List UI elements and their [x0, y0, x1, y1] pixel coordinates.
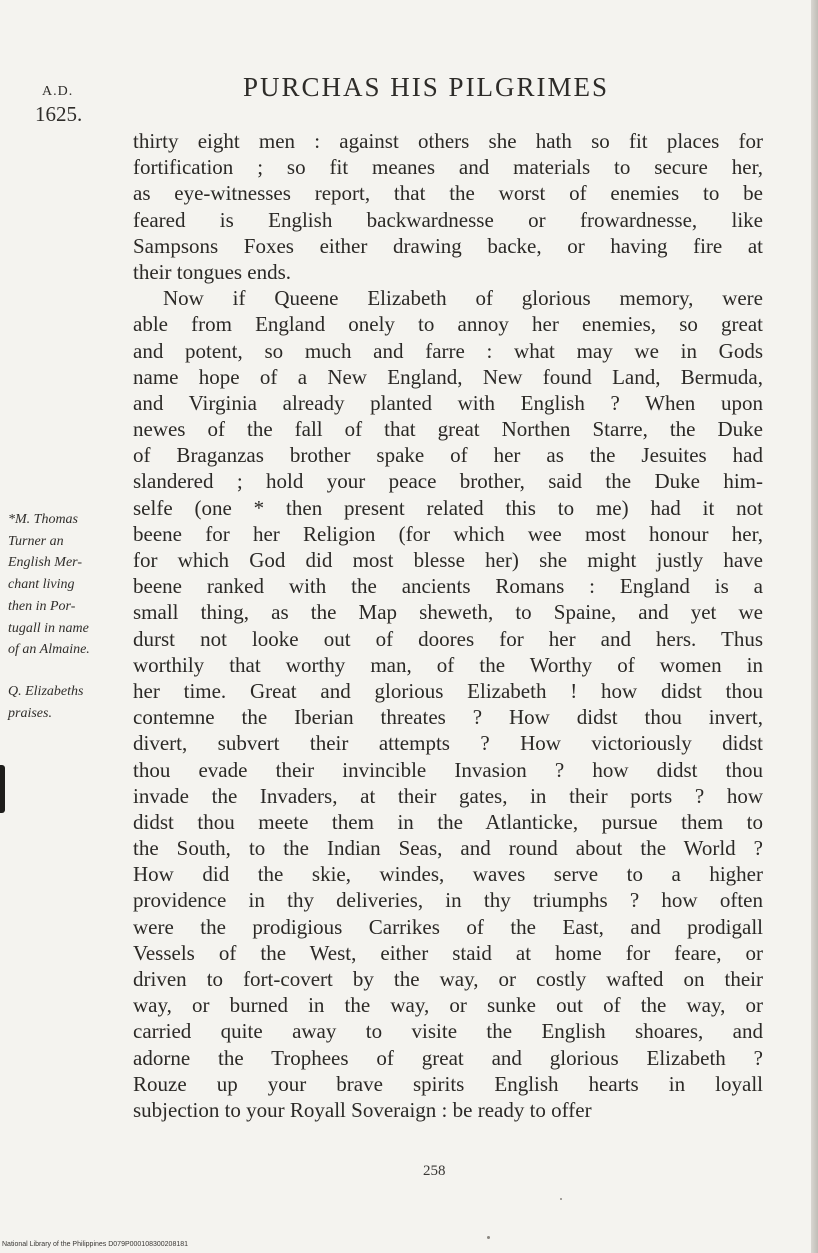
text-line: feared is English backwardnesse or frowardnesse, like — [133, 207, 763, 232]
text-line: contemne the Iberian threates ? How didst thou invert, — [133, 705, 763, 730]
text-line: of Braganzas brother spake of her as the Jesuites had — [133, 443, 763, 468]
text-line: newes of the fall of that great Northen Starre, the Duke — [133, 417, 763, 442]
paper-speck — [560, 1198, 562, 1200]
text-line: selfe (one * then present related this to me) had it not — [133, 495, 763, 520]
text-line: beene ranked with the ancients Romans : England is a — [133, 574, 763, 599]
text-line: worthily that worthy man, of the Worthy of women in — [133, 652, 763, 677]
page-edge-shadow — [811, 0, 818, 1253]
side-note-line: Turner an — [8, 533, 64, 549]
body-text — [133, 128, 763, 1123]
side-note-thomas-turner — [8, 509, 128, 661]
text-line: the South, to the Indian Seas, and round about the World ? — [133, 836, 763, 861]
side-note-line: English Mer- — [8, 555, 82, 571]
side-note-line: then in Por- — [8, 598, 76, 614]
text-line: thirty eight men : against others she hath so fit places for — [133, 129, 763, 153]
side-note-line: Q. Elizabeths — [8, 684, 84, 699]
text-line: Now if Queene Elizabeth of glorious memory, were — [163, 286, 763, 311]
text-line: name hope of a New England, New found Land, Bermuda, — [133, 364, 763, 389]
text-line: were the prodigious Carrikes of the East, and prodigall — [133, 914, 763, 939]
text-line: small thing, as the Map sheweth, to Spaine, and yet we — [133, 600, 763, 625]
text-line: divert, subvert their attempts ? How victoriously didst — [133, 731, 763, 756]
text-line: as eye-witnesses report, that the worst of enemies to be — [133, 181, 763, 206]
side-note-line: chant living — [8, 577, 75, 593]
text-line: their tongues ends. — [133, 259, 292, 284]
text-line: her time. Great and glorious Elizabeth ! how didst thou — [133, 678, 763, 703]
text-line: Rouze up your brave spirits English hearts in loyall — [133, 1071, 763, 1096]
margin-era: A.D. — [42, 84, 74, 99]
text-line: didst thou meete them in the Atlanticke, pursue them to — [133, 809, 763, 834]
side-note-elizabeths-praises — [8, 681, 128, 724]
side-note-line: *M. Thomas — [8, 512, 79, 527]
text-line: driven to fort-covert by the way, or costly wafted on their — [133, 967, 763, 991]
text-line: Vessels of the West, either staid at home for feare, or — [133, 940, 763, 965]
text-line: invade the Invaders, at their gates, in their ports ? how — [133, 783, 763, 808]
text-line: and potent, so much and farre : what may we in Gods — [133, 338, 763, 363]
text-line: thou evade their invincible Invasion ? how didst thou — [133, 757, 763, 782]
side-note-line: praises. — [8, 705, 52, 721]
text-line: durst not looke out of doores for her and hers. Thus — [133, 626, 763, 651]
footer-credit: National Library of the Philippines D079P000108300208181 — [2, 1241, 189, 1248]
text-line: How did the skie, windes, waves serve to a higher — [133, 862, 763, 887]
text-line: adorne the Trophees of great and glorious Elizabeth ? — [133, 1045, 763, 1070]
text-line: Sampsons Foxes either drawing backe, or having fire at — [133, 233, 763, 258]
text-line: for which God did most blesse her) she might justly have — [133, 548, 763, 572]
page-number: 258 — [423, 1163, 446, 1179]
running-head: PURCHAS HIS PILGRIMES — [243, 72, 610, 102]
side-note-line: tugall in name — [8, 620, 89, 636]
text-line: and Virginia already planted with English ? When upon — [133, 390, 763, 415]
text-line: beene for her Religion (for which wee most honour her, — [133, 521, 763, 546]
text-line: subjection to your Royall Soveraign : be ready to offer — [133, 1097, 592, 1122]
margin-year: 1625. — [35, 102, 83, 126]
paper-speck — [487, 1236, 490, 1239]
text-line: fortification ; so fit meanes and materials to secure her, — [133, 155, 763, 180]
text-line: way, or burned in the way, or sunke out of the way, or — [133, 993, 763, 1018]
binding-mark — [0, 765, 5, 813]
text-line: providence in thy deliveries, in thy triumphs ? how often — [133, 888, 763, 913]
text-line: able from England onely to annoy her enemies, so great — [133, 312, 763, 337]
text-line: carried quite away to visite the English shoares, and — [133, 1019, 763, 1044]
text-line: slandered ; hold your peace brother, said the Duke him- — [133, 469, 763, 494]
side-note-line: of an Almaine. — [8, 642, 90, 658]
